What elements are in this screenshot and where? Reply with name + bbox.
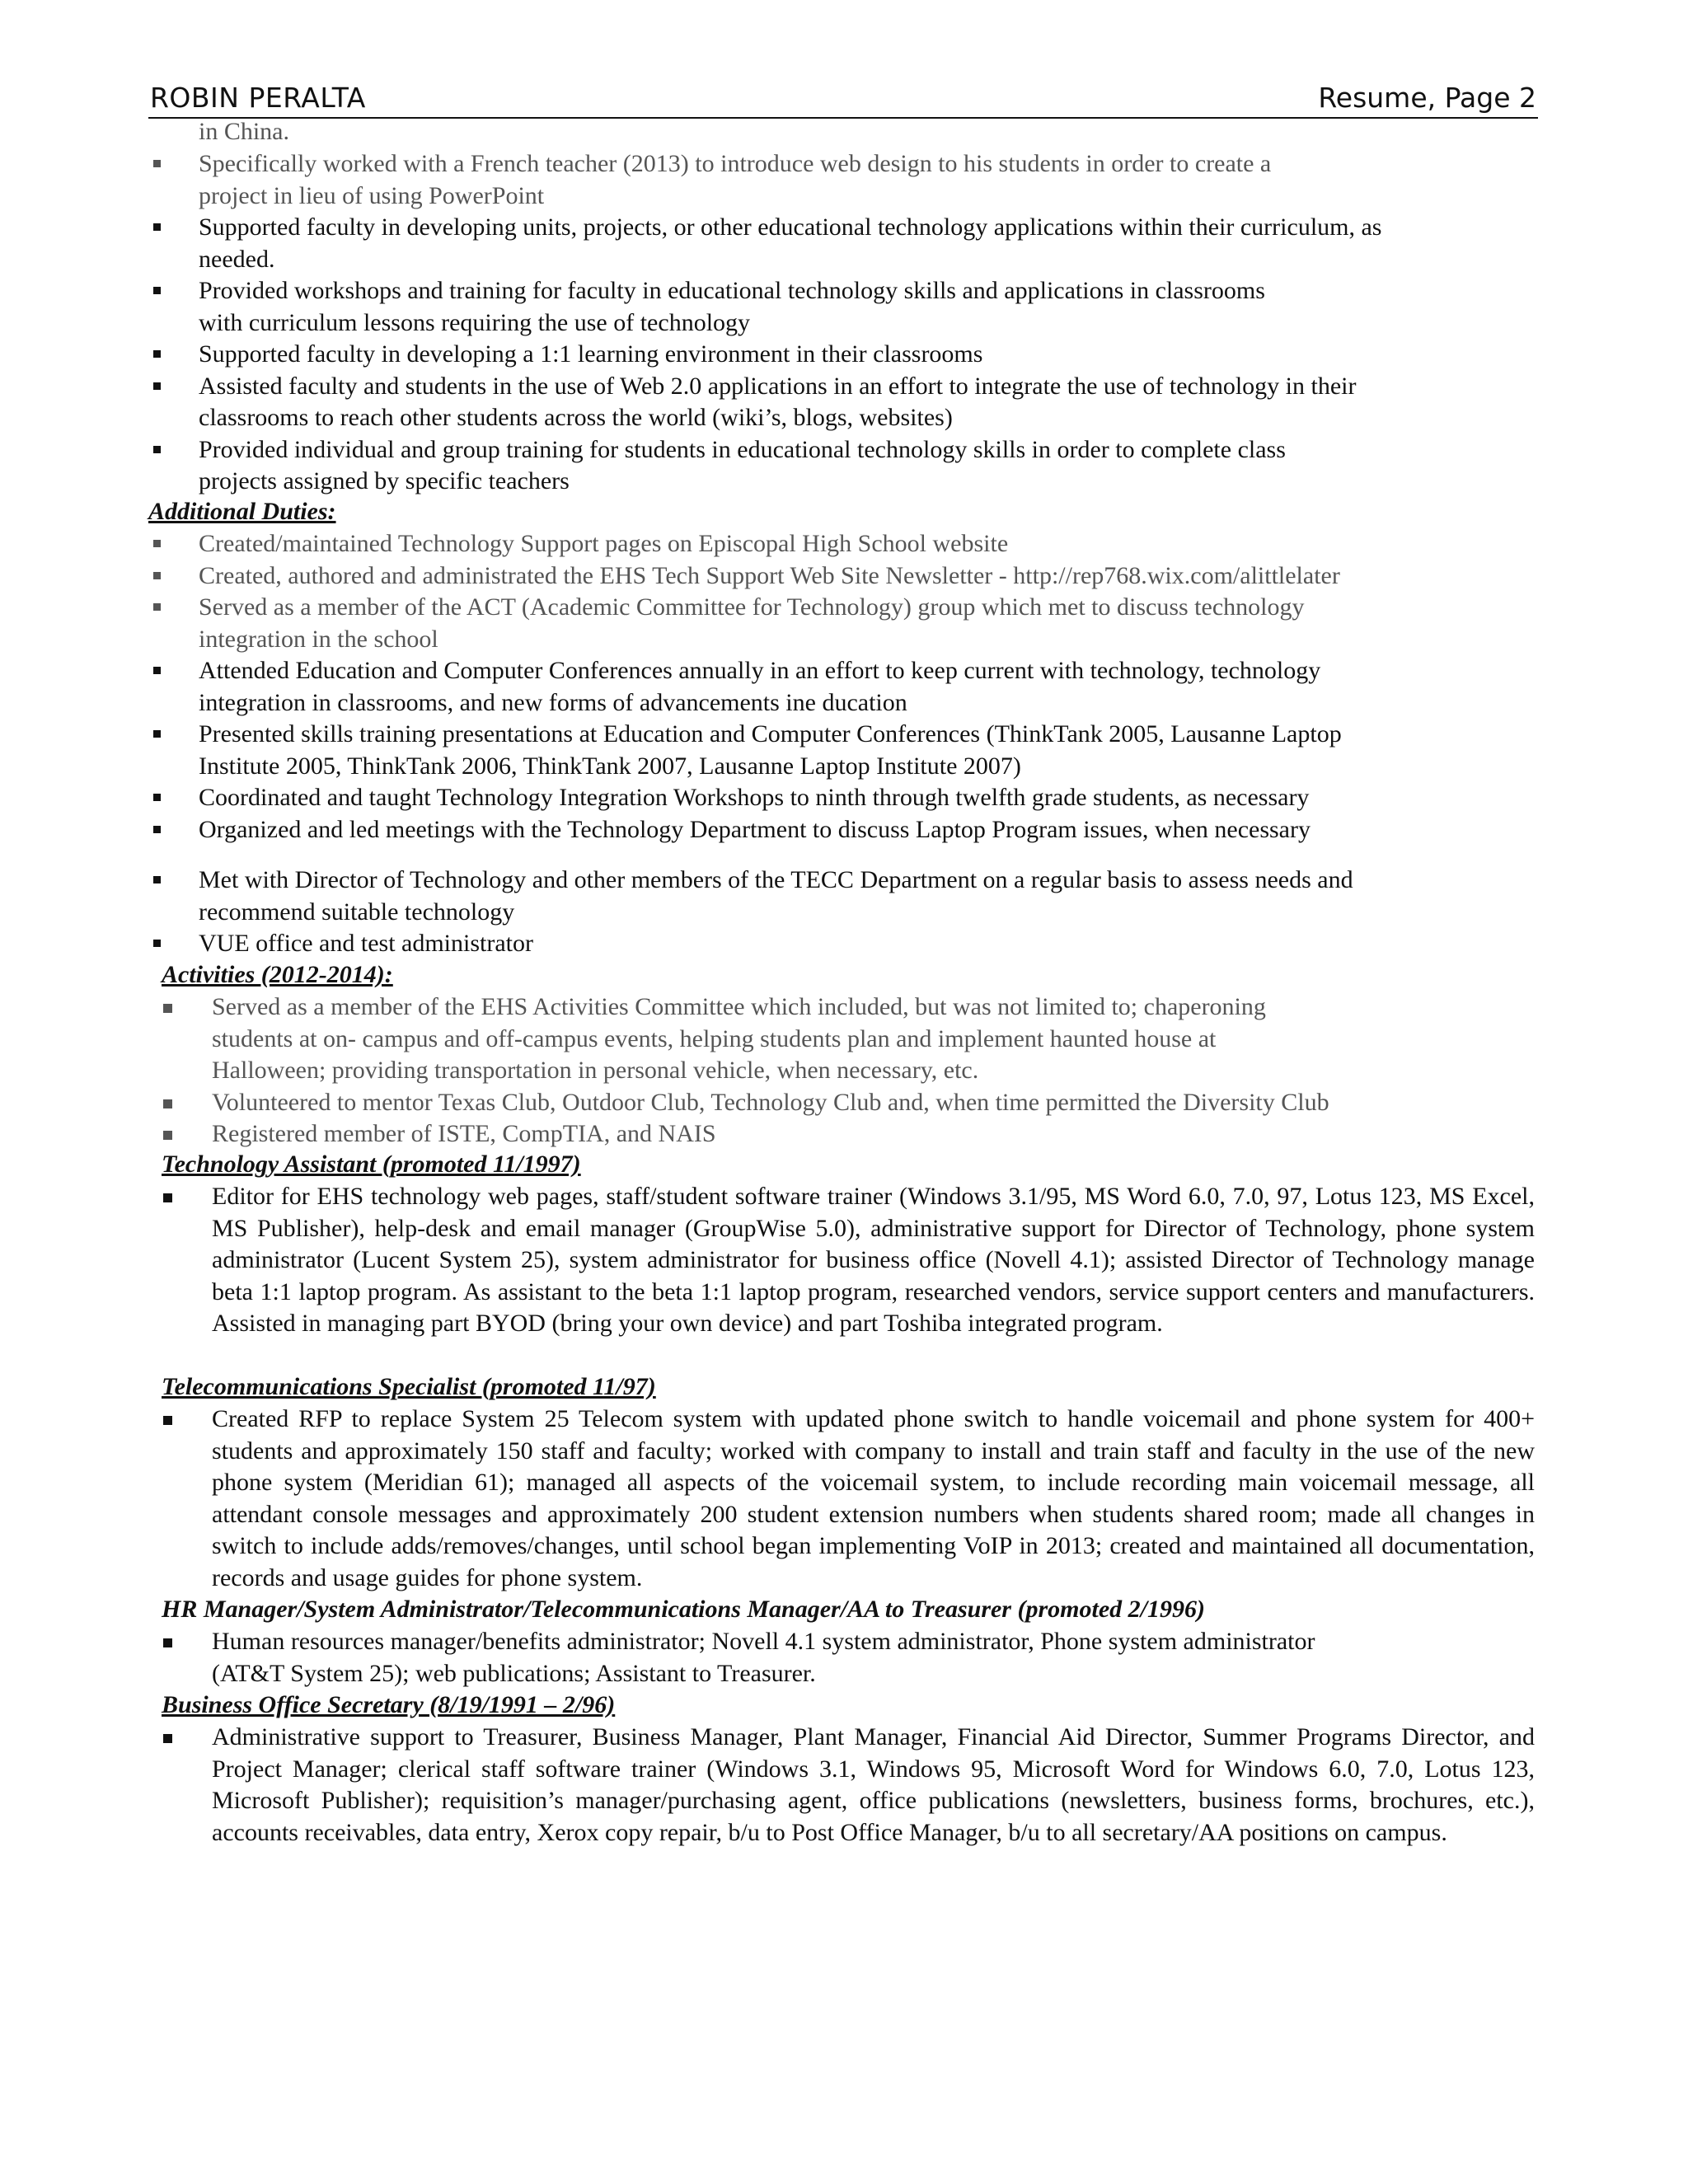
bullet-icon [163, 1638, 172, 1647]
list-item [148, 655, 1533, 719]
bullet-icon [153, 572, 161, 579]
list-item-text: Volunteered to mentor Texas Club, Outdoor Club, Technology Club and, when time permitted the Diversity Club [212, 1088, 1329, 1116]
list-item-text: Served as a member of the ACT (Academic Committee for Technology) group which met to discuss technology integration in the school [199, 593, 1305, 653]
additional-duties-list [148, 528, 1533, 846]
bullet-icon [153, 667, 161, 674]
list-item-text: Coordinated and taught Technology Integration Workshops to ninth through twelfth grade students, as necessary [199, 784, 1310, 811]
bullet-icon [153, 540, 161, 547]
bullet-icon [153, 730, 161, 738]
continued-line: in China. [199, 118, 289, 145]
bullet-icon [153, 223, 161, 231]
list-item [148, 719, 1533, 782]
tech-assistant-heading: Technology Assistant (promoted 11/1997) [162, 1151, 581, 1178]
bullet-icon [153, 446, 161, 453]
additional-duties-heading: Additional Duties: [148, 498, 336, 525]
list-item-text: Met with Director of Technology and other members of the TECC Department on a regular basis to assess needs and recommend suitable technology [199, 866, 1353, 926]
list-item [148, 371, 1533, 434]
list-item-text: VUE office and test administrator [199, 930, 533, 957]
hr-manager-list [162, 1626, 1535, 1690]
list-item [162, 991, 1535, 1087]
list-item [148, 212, 1533, 275]
page-label: Resume, Page 2 [1318, 82, 1536, 114]
list-item [162, 1181, 1535, 1340]
list-item-text: Editor for EHS technology web pages, staff/student software trainer (Windows 3.1/95, MS Word 6.0, 7.0, 97, Lotus 123, MS Excel, MS Publisher), help-desk and email manager (GroupWise 5.0), administrative support for Director of Technology, phone system administrator (Lucent System 25), system administrator for business office (Novell 4.1); assisted Director of Technology manage beta 1:1 laptop program. As assistant to the beta 1:1 laptop program, researched vendors, service support centers and manufacturers. Assisted in managing part BYOD (bring your own device) and part Toshiba integrated program. [212, 1183, 1535, 1337]
list-item [162, 1118, 1535, 1151]
bullet-icon [153, 940, 161, 947]
list-item-text: Attended Education and Computer Conferences annually in an effort to keep current with technology, technology integration in classrooms, and new forms of advancements ine ducation [199, 657, 1321, 716]
list-item-text: Administrative support to Treasurer, Business Manager, Plant Manager, Financial Aid Director, Summer Programs Director, and Project Manager; clerical staff software trainer (Windows 3.1, Windows 95, Microsoft Word for Windows 6.0, 7.0, Lotus 123, Microsoft Publisher); requisition’s manager/purchasing agent, office publications (newsletters, business forms, brochures, etc.), accounts receivables, data entry, Xerox copy repair, b/u to Post Office Manager, b/u to all secretary/AA positions on campus. [212, 1723, 1535, 1846]
list-item-text: Provided individual and group training for students in educational technology skills in order to complete class projects assigned by specific teachers [199, 435, 1286, 494]
bullet-icon [163, 1131, 172, 1140]
list-item-text: Registered member of ISTE, CompTIA, and NAIS [212, 1120, 716, 1147]
list-item [148, 782, 1533, 814]
bullet-icon [163, 1004, 172, 1013]
list-item [162, 1087, 1535, 1119]
bullet-icon [153, 603, 161, 611]
list-item-text: Created RFP to replace System 25 Telecom system with updated phone switch to handle voicemail and phone system for 400+ students and approximately 150 staff and faculty; worked with company to install and train staff and faculty in the use of the new phone system (Meridian 61); managed all aspects of the voicemail system, to include recording main voicemail message, all attendant console messages and approximately 200 student extension numbers when students shared room; made all changes in switch to include adds/removes/changes, until school began implementing VoIP in 2013; created and maintained all documentation, records and usage guides for phone system. [212, 1405, 1535, 1591]
bullet-icon [163, 1734, 172, 1743]
bullet-icon [153, 826, 161, 833]
list-item [162, 1722, 1535, 1849]
bullet-icon [153, 382, 161, 390]
bullet-icon [153, 350, 161, 358]
list-item [148, 560, 1533, 593]
list-item-text: Presented skills training presentations at Education and Computer Conferences (ThinkTank 2005, Lausanne Laptop Institute 2005, ThinkTank 2006, ThinkTank 2007, Lausanne Laptop Institute 2007) [199, 720, 1342, 780]
business-secretary-list [162, 1722, 1535, 1849]
candidate-name: ROBIN PERALTA [150, 82, 366, 114]
activities-heading: Activities (2012-2014): [162, 961, 393, 988]
bullet-icon [153, 160, 161, 167]
list-item-text: Assisted faculty and students in the use of Web 2.0 applications in an effort to integrate the use of technology in their classrooms to reach other students across the world (wiki’s, blogs, websites) [199, 372, 1357, 431]
list-item [148, 528, 1533, 560]
list-item [148, 928, 1533, 960]
list-item [148, 339, 1533, 371]
list-item [162, 1626, 1535, 1690]
list-item [148, 275, 1533, 339]
list-item [148, 592, 1533, 655]
list-item-text: Human resources manager/benefits administrator; Novell 4.1 system administrator, Phone system administrator (AT&T System 25); web publications; Assistant to Treasurer. [212, 1628, 1315, 1687]
list-item-text: Organized and led meetings with the Technology Department to discuss Laptop Program issues, when necessary [199, 815, 1311, 843]
list-item-text: Created/maintained Technology Support pages on Episcopal High School website [199, 530, 1009, 557]
list-item [148, 814, 1533, 846]
bullet-icon [153, 287, 161, 294]
list-item [148, 865, 1533, 928]
additional-duties-list-continued [148, 865, 1533, 960]
telecom-specialist-list [162, 1404, 1535, 1594]
list-item [148, 148, 1533, 212]
bullet-icon [153, 876, 161, 883]
business-secretary-heading: Business Office Secretary (8/19/1991 – 2/96) [162, 1691, 616, 1718]
list-item-text: Supported faculty in developing a 1:1 learning environment in their classrooms [199, 340, 983, 368]
bullet-icon [163, 1099, 172, 1108]
list-item-text: Supported faculty in developing units, projects, or other educational technology applications within their curriculum, as needed. [199, 213, 1382, 273]
list-item-text: Served as a member of the EHS Activities Committee which included, but was not limited to; chaperoning students at on- campus and off-campus events, helping students plan and implement haunted house at Halloween; providing transportation in personal vehicle, when necessary, etc. [212, 993, 1266, 1084]
tech-assistant-list [162, 1181, 1535, 1340]
activities-list [162, 991, 1535, 1151]
list-item [162, 1404, 1535, 1594]
telecom-specialist-heading: Telecommunications Specialist (promoted 11/97) [162, 1373, 656, 1400]
list-item-text: Specifically worked with a French teacher (2013) to introduce web design to his students in order to create a project in lieu of using PowerPoint [199, 150, 1272, 209]
list-item [148, 434, 1533, 498]
list-item-text: Created, authored and administrated the EHS Tech Support Web Site Newsletter - http://rep768.wix.com/alittlelater [199, 561, 1340, 589]
page-header [148, 79, 1538, 119]
bullet-icon [163, 1193, 172, 1202]
duties-list [148, 148, 1533, 498]
hr-manager-heading: HR Manager/System Administrator/Telecommunications Manager/AA to Treasurer (promoted 2/1996) [162, 1596, 1205, 1623]
list-item-text: Provided workshops and training for faculty in educational technology skills and applications in classrooms with curriculum lessons requiring the use of technology [199, 277, 1265, 336]
bullet-icon [163, 1416, 172, 1425]
bullet-icon [153, 794, 161, 801]
